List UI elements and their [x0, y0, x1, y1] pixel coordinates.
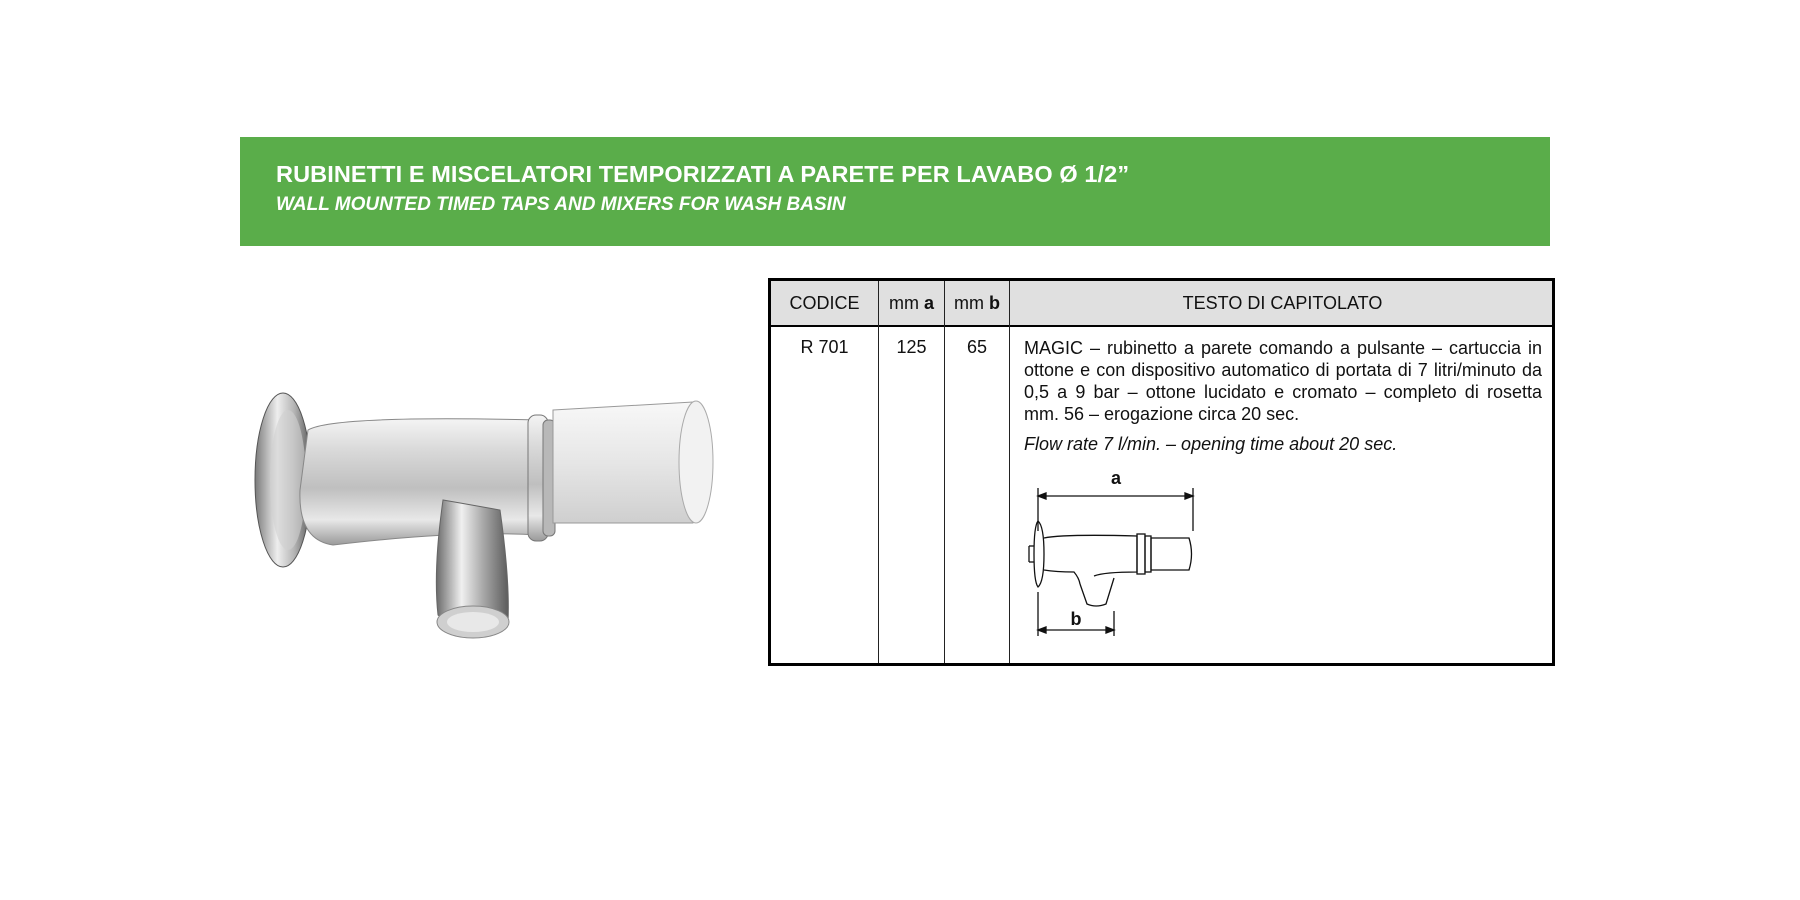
column-divider	[1009, 281, 1010, 663]
cell-a: 125	[896, 337, 927, 357]
header-code: CODICE	[789, 293, 860, 313]
page-title: RUBINETTI E MISCELATORI TEMPORIZZATI A PARETE PER LAVABO Ø 1/2”	[276, 161, 1130, 187]
header-spec: TESTO DI CAPITOLATO	[1182, 293, 1383, 313]
product-photo	[238, 360, 738, 650]
header-mm-a-label: a	[924, 293, 935, 313]
spec-text-english: Flow rate 7 l/min. – opening time about 20 sec.	[1024, 434, 1398, 454]
spec-text-italian: MAGIC – rubinetto a parete comando a pulsante – cartuccia in ottone e con dispositivo automatico di portata di 7 litri/minuto da 0,5 a 9 bar – ottone lucidato e cromato – completo di rosetta mm. 56 – erogazione circa 20 sec.	[1024, 338, 1542, 424]
header-mm-b	[945, 281, 1009, 325]
header-mm-a-prefix: mm	[888, 293, 919, 313]
dimension-b-label: b	[1070, 609, 1082, 629]
header-mm-b-label: b	[989, 293, 1000, 313]
header-mm-a	[879, 281, 944, 325]
spec-table	[768, 278, 1555, 666]
cell-code: R 701	[800, 337, 849, 357]
header-mm-b-prefix: mm	[953, 293, 984, 313]
table-header	[771, 281, 1552, 327]
dimension-drawing	[1024, 466, 1214, 646]
header-banner	[240, 137, 1550, 246]
cell-b: 65	[966, 337, 988, 357]
dimension-a-label: a	[1110, 468, 1122, 488]
page-subtitle: WALL MOUNTED TIMED TAPS AND MIXERS FOR WASH BASIN	[276, 193, 846, 215]
